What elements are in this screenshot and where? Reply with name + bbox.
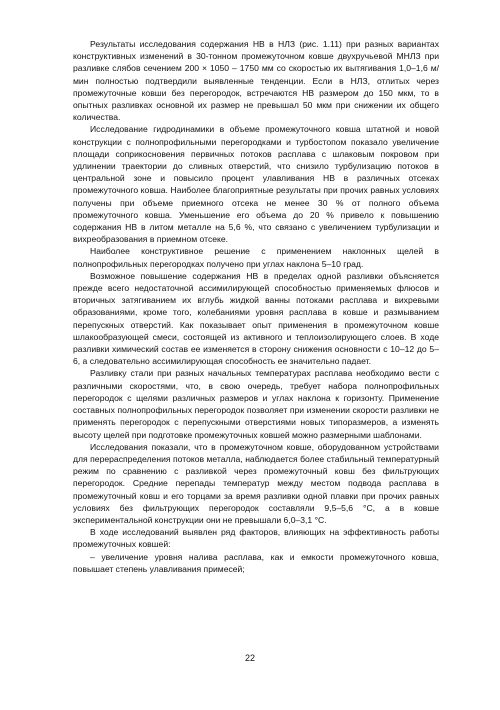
paragraph: Исследование гидродинамики в объеме промежуточного ковша штатной и новой конструкции с полнопрофильными перегородками и турбостопом показало увеличение площади соприкосновения первичных потоков расплава с шлаковым покровом при удлинении траектории до сливных отверстий, что снизило турбулизацию потоков в центральной зоне и повысило процент улавливания НВ в различных отсеках промежуточного ковша. Наиболее благоприятные результаты при прочих равных условиях получены при объеме приемного отсека не менее 30 % от полного объема промежуточного ковша. Уменьшение его объема до 20 % привело к повышению содержания НВ в литом металле на 5,6 %, что связано с увеличением турбулизации и вихреобразования в приемном отсеке. (73, 124, 439, 245)
page-number: 22 (244, 653, 255, 663)
body-text (73, 38, 439, 575)
paragraph: Результаты исследования содержания НВ в НЛЗ (рис. 1.11) при разных вариантах конструктивных изменений в 30-тонном промежуточном ковше двухручьевой МНЛЗ при разливке слябов сечением 200 × 1050 – 1750 мм со скоростью их вытягивания 1,0–1,6 м/мин полностью подтвердили выявленные тенденции. Если в НЛЗ, отлитых через промежуточные ковши без перегородок, встречаются НВ размером до 150 мкм, то в опытных разливках основной их размер не превышал 50 мкм при снижении их общего количества. (73, 39, 439, 123)
paragraph: Исследования показали, что в промежуточном ковше, оборудованном устройствами для перераспределения потоков металла, наблюдается более стабильный температурный режим по сравнению с разливкой через промежуточный ковш без фильтрующих перегородок. Средние перепады температур между местом подвода расплава в промежуточный ковш и его торцами за время разливки одной плавки при прочих равных условиях без фильтрующих перегородок составляли 9,5–5,6 °С, а в ковше экспериментальной конструкции они не превышали 6,0–3,1 °С. (73, 441, 439, 525)
paragraph: Разливку стали при разных начальных температурах расплава необходимо вести с различными скоростями, что, в свою очередь, требует набора полнопрофильных перегородок с щелями различных размеров и углах наклона к горизонту. Применение составных полнопрофильных перегородок позволяет при изменении скорости разливки не применять перегородок с перепускными отверстиями новых типоразмеров, а изменять высоту щелей при подготовке промежуточных ковшей можно размерными шаблонами. (73, 368, 439, 440)
paragraph: Наиболее конструктивное решение с применением наклонных щелей в полнопрофильных перегородках получено при углах наклона 5–10 град. (73, 246, 439, 269)
paragraph: Возможное повышение содержания НВ в пределах одной разливки объясняется прежде всего недостаточной ассимилирующей способностью применяемых флюсов и вторичных затягиванием их вглубь жидкой ванны потоками расплава и вихревыми образованиями, кроме того, колебаниями уровня расплава в ковше и размыванием перепускных отверстий. Как показывает опыт применения в промежуточном ковше шлакообразующей смеси, состоящей из активного и теплоизолирующего слоев. В ходе разливки химический состав ее изменяется в сторону снижения основности с 10–12 до 5–6, а следовательно ассимилирующая способность ее значительно падает. (73, 270, 439, 367)
list-item: – увеличение уровня налива расплава, как и емкости промежуточного ковша, повышает степень улавливания примесей; (73, 551, 439, 574)
paragraph: В ходе исследований выявлен ряд факторов, влияющих на эффективность работы промежуточных ковшей: (73, 527, 439, 550)
